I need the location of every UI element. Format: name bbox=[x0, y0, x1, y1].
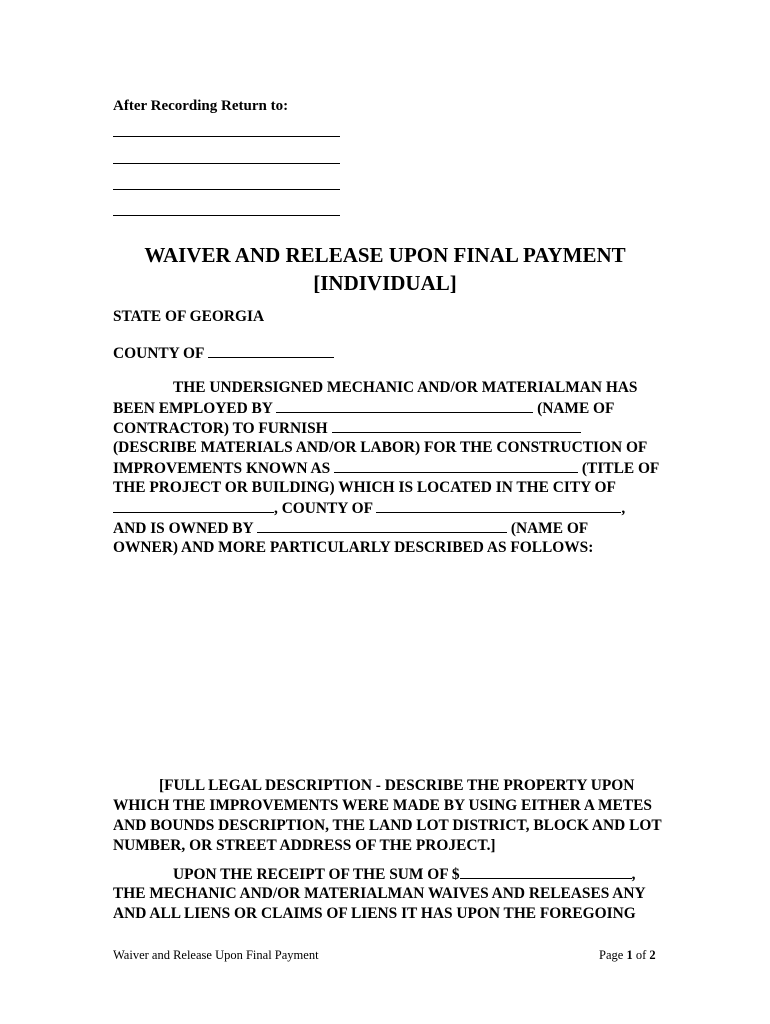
footer-title: Waiver and Release Upon Final Payment bbox=[113, 948, 319, 962]
return-address-line-3 bbox=[113, 189, 340, 190]
city-blank bbox=[113, 498, 274, 513]
para1-line-2 bbox=[113, 398, 614, 420]
county-blank bbox=[208, 343, 334, 358]
employed-by-label: BEEN EMPLOYED BY bbox=[113, 400, 273, 417]
legal-desc-line-1: [FULL LEGAL DESCRIPTION - DESCRIBE THE PROPERTY UPON bbox=[159, 777, 635, 794]
sum-blank bbox=[460, 864, 632, 879]
return-address-line-2 bbox=[113, 163, 340, 164]
document-title: WAIVER AND RELEASE UPON FINAL PAYMENT bbox=[144, 243, 626, 267]
contractor-blank bbox=[276, 398, 533, 413]
para2-line-1 bbox=[173, 864, 635, 886]
comma: , bbox=[621, 500, 626, 517]
return-address-line-4 bbox=[113, 215, 340, 216]
legal-desc-line-4: NUMBER, OR STREET ADDRESS OF THE PROJECT.] bbox=[113, 837, 496, 854]
furnish-label: CONTRACTOR) TO FURNISH bbox=[113, 420, 328, 437]
owned-by-label: AND IS OWNED BY bbox=[113, 520, 254, 537]
document-subtitle: [INDIVIDUAL] bbox=[313, 271, 457, 295]
page-current: 1 bbox=[626, 948, 633, 962]
para1-line-3 bbox=[113, 418, 581, 440]
name-of-label: (NAME OF bbox=[537, 400, 615, 417]
para2-line-3: AND ALL LIENS OR CLAIMS OF LIENS IT HAS UPON THE FOREGOING bbox=[113, 905, 636, 922]
sum-label: UPON THE RECEIPT OF THE SUM OF $ bbox=[173, 866, 460, 883]
state-line: STATE OF GEORGIA bbox=[113, 308, 265, 325]
para1-line-6: THE PROJECT OR BUILDING) WHICH IS LOCATED IN THE CITY OF bbox=[113, 479, 616, 496]
para1-line-9: OWNER) AND MORE PARTICULARLY DESCRIBED AS FOLLOWS: bbox=[113, 539, 594, 556]
para1-line-5 bbox=[113, 458, 659, 480]
return-address-line-1 bbox=[113, 136, 340, 137]
page-total: 2 bbox=[649, 948, 656, 962]
page-word: Page bbox=[599, 948, 624, 962]
legal-desc-line-2: WHICH THE IMPROVEMENTS WERE MADE BY USING EITHER A METES bbox=[113, 797, 652, 814]
para1-line-7 bbox=[113, 498, 625, 520]
county-of-label: , COUNTY OF bbox=[274, 500, 373, 517]
county-line bbox=[113, 343, 334, 365]
owner-blank bbox=[257, 518, 507, 533]
para1-line-4: (DESCRIBE MATERIALS AND/OR LABOR) FOR THE CONSTRUCTION OF bbox=[113, 439, 648, 456]
para1-line-1: THE UNDERSIGNED MECHANIC AND/OR MATERIALMAN HAS bbox=[173, 379, 638, 396]
sum-comma: , bbox=[631, 866, 636, 883]
return-to-label: After Recording Return to: bbox=[113, 98, 289, 114]
page-number bbox=[599, 948, 656, 963]
of-word: of bbox=[635, 948, 647, 962]
known-as-label: IMPROVEMENTS KNOWN AS bbox=[113, 460, 331, 477]
project-title-blank bbox=[334, 458, 578, 473]
owner-name-of-label: (NAME OF bbox=[510, 520, 589, 537]
para2-line-2: THE MECHANIC AND/OR MATERIALMAN WAIVES AND RELEASES ANY bbox=[113, 885, 646, 902]
legal-desc-line-3: AND BOUNDS DESCRIPTION, THE LAND LOT DISTRICT, BLOCK AND LOT bbox=[113, 817, 662, 834]
county-blank-2 bbox=[376, 498, 621, 513]
para1-line-8 bbox=[113, 518, 588, 540]
materials-blank bbox=[332, 418, 581, 433]
title-of-label: (TITLE OF bbox=[581, 460, 660, 477]
county-label: COUNTY OF bbox=[113, 345, 204, 362]
